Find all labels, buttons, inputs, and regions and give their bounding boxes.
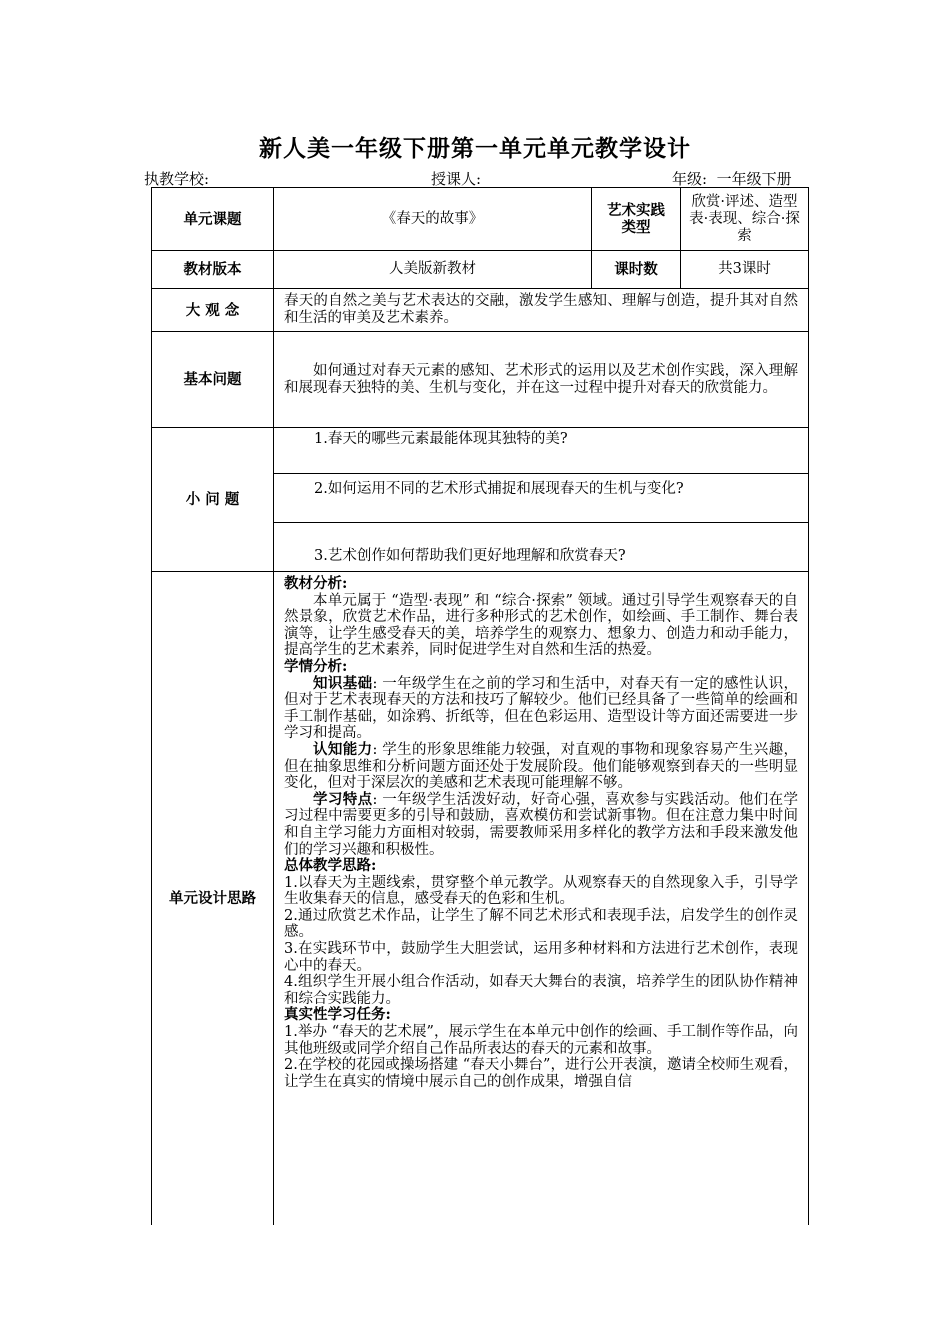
row-unit-design (152, 572, 809, 1225)
hours-value: 共3课时 (681, 251, 809, 289)
small-question-3: 3.艺术创作如何帮助我们更好地理解和欣赏春天? (274, 523, 809, 572)
small-question-1: 1.春天的哪些元素最能体现其独特的美? (274, 428, 809, 474)
row-small-question-1 (152, 428, 809, 474)
overall-heading: 总体教学思路: (284, 857, 377, 875)
art-type-value: 欣赏·评述、造型表·表现、综合·探索 (681, 188, 809, 251)
cognition-label: 认知能力 (313, 740, 373, 758)
row-edition (152, 251, 809, 289)
hours-label: 课时数 (592, 251, 681, 289)
unit-topic-label: 单元课题 (152, 188, 274, 251)
unit-design-label: 单元设计思路 (152, 572, 274, 1225)
art-type-label: 艺术实践类型 (592, 188, 681, 251)
unit-design-table (151, 187, 809, 1225)
row-basic-question (152, 332, 809, 428)
knowledge-paragraph (284, 676, 798, 742)
task-item-2: 2.在学校的花园或操场搭建 “春天小舞台”，进行公开表演，邀请全校师生观看，让学生在真实的情境中展示自己的创作成果，增强自信 (284, 1057, 798, 1090)
unit-design-content (274, 572, 809, 1225)
page-title: 新人美一年级下册第一单元单元教学设计 (259, 135, 691, 162)
analysis-heading: 教材分析: (284, 575, 348, 592)
teacher-label: 授课人: (431, 170, 482, 188)
overall-item-3: 3.在实践环节中，鼓励学生大胆尝试，运用多种材料和方法进行艺术创作，表现心中的春天。 (284, 941, 798, 974)
grade-value: 一年级下册 (716, 170, 792, 188)
cognition-paragraph (284, 742, 798, 792)
grade-label-text: 年级: (672, 170, 708, 188)
big-idea-value: 春天的自然之美与艺术表达的交融，激发学生感知、理解与创造，提升其对自然和生活的审美及艺术素养。 (274, 289, 809, 332)
school-label: 执教学校: (144, 170, 210, 188)
edition-label: 教材版本 (152, 251, 274, 289)
overall-item-2: 2.通过欣赏艺术作品，让学生了解不同艺术形式和表现手法，启发学生的创作灵感。 (284, 907, 798, 941)
students-heading: 学情分析: (284, 657, 348, 675)
knowledge-label: 知识基础 (313, 674, 373, 692)
knowledge-text: : 一年级学生在之前的学习和生活中，对春天有一定的感性认识，但对于艺术表现春天的方法和技巧了解较少。他们已经具备了一些简单的绘画和手工制作基础，如涂鸦、折纸等，但在色彩运用、造型设计等方面还需要进一步学习和提高。 (284, 675, 798, 742)
traits-text: : 一年级学生活泼好动，好奇心强，喜欢参与实践活动。他们在学习过程中需要更多的引导和鼓励，喜欢模仿和尝试新事物。但在注意力集中时间和自主学习能力方面相对较弱，需要教师采用多样化的教学方法和手段来激发他们的学习兴趣和积极性。 (284, 791, 798, 858)
overall-item-4: 4.组织学生开展小组合作活动，如春天大舞台的表演，培养学生的团队协作精神和综合实践能力。 (284, 974, 798, 1007)
edition-value: 人美版新教材 (274, 251, 592, 289)
row-unit-topic (152, 188, 809, 251)
basic-question-value: 如何通过对春天元素的感知、艺术形式的运用以及艺术创作实践，深入理解和展现春天独特的美、生机与变化，并在这一过程中提升对春天的欣赏能力。 (274, 332, 809, 428)
traits-label: 学习特点 (313, 790, 373, 808)
big-idea-label: 大 观 念 (152, 289, 274, 332)
tasks-heading: 真实性学习任务: (284, 1006, 391, 1024)
traits-paragraph (284, 792, 798, 858)
overall-item-1: 1.以春天为主题线索，贯穿整个单元教学。从观察春天的自然现象入手，引导学生收集春天的信息，感受春天的色彩和生机。 (284, 874, 798, 908)
row-big-idea (152, 289, 809, 332)
grade-label (672, 168, 792, 189)
analysis-text: 本单元属于 “造型·表现” 和 “综合·探索” 领域。通过引导学生观察春天的自然景象，欣赏艺术作品，进行多种形式的艺术创作，如绘画、手工制作、舞台表演等，让学生感受春天的美，培养学生的观察力、想象力、创造力和动手能力，提高学生的艺术素养，同时促进学生对自然和生活的热爱。 (284, 592, 798, 659)
task-item-1: 1.举办 “春天的艺术展”，展示学生在本单元中创作的绘画、手工制作等作品，向其他班级或同学介绍自己作品所表达的春天的元素和故事。 (284, 1024, 798, 1057)
small-question-label: 小 问 题 (152, 428, 274, 572)
small-question-2: 2.如何运用不同的艺术形式捕捉和展现春天的生机与变化? (274, 474, 809, 523)
basic-question-label: 基本问题 (152, 332, 274, 428)
cognition-text: : 学生的形象思维能力较强，对直观的事物和现象容易产生兴趣，但在抽象思维和分析问题方面还处于发展阶段。他们能够观察到春天的一些明显变化，但对于深层次的美感和艺术表现可能理解不够。 (284, 741, 798, 792)
unit-topic-value: 《春天的故事》 (274, 188, 592, 251)
